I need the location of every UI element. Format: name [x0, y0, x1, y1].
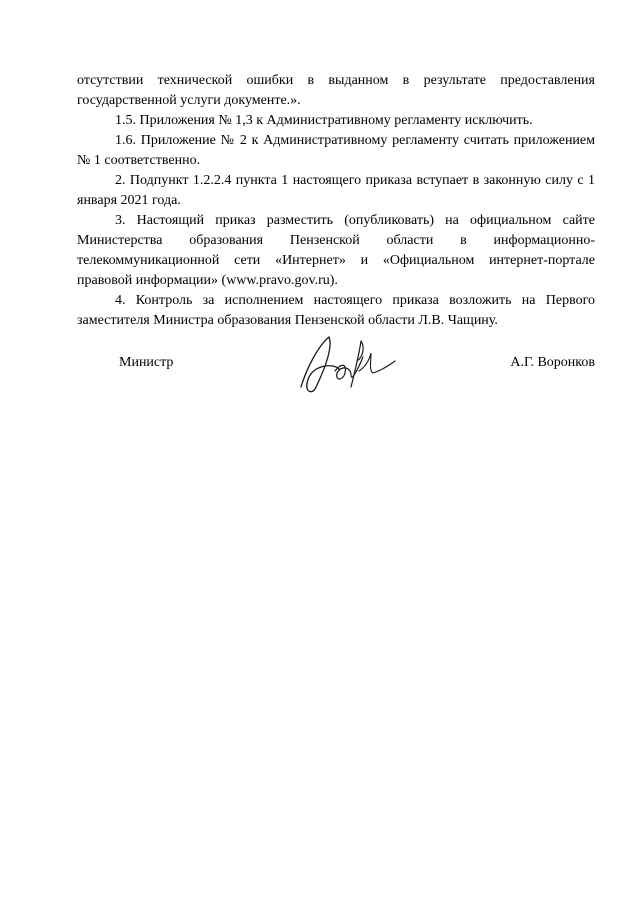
handwritten-signature [289, 327, 399, 399]
signer-position: Министр [119, 355, 174, 370]
signer-name: А.Г. Воронков [510, 355, 595, 370]
paragraph-4: 4. Контроль за исполнением настоящего приказа возложить на Первого заместителя Министра образования Пензенской области Л.В. Чащину. [77, 293, 595, 328]
paragraph-1-6: 1.6. Приложение № 2 к Административному регламенту считать приложением № 1 соответственно. [77, 133, 595, 168]
paragraph-continuation: отсутствии технической ошибки в выданном в результате предоставления государственной услуги документе.». [77, 73, 595, 108]
paragraph-1-5: 1.5. Приложения № 1,3 к Административному регламенту исключить. [115, 113, 533, 128]
paragraph-2: 2. Подпункт 1.2.2.4 пункта 1 настоящего приказа вступает в законную силу с 1 января 2021 года. [77, 173, 595, 208]
paragraph-3: 3. Настоящий приказ разместить (опубликовать) на официальном сайте Министерства образования Пензенской области в информационно-телекоммуникационной сети «Интернет» и «Официальном интернет-портале правовой информации» (www.pravo.gov.ru). [77, 213, 595, 288]
document-body [77, 71, 595, 331]
